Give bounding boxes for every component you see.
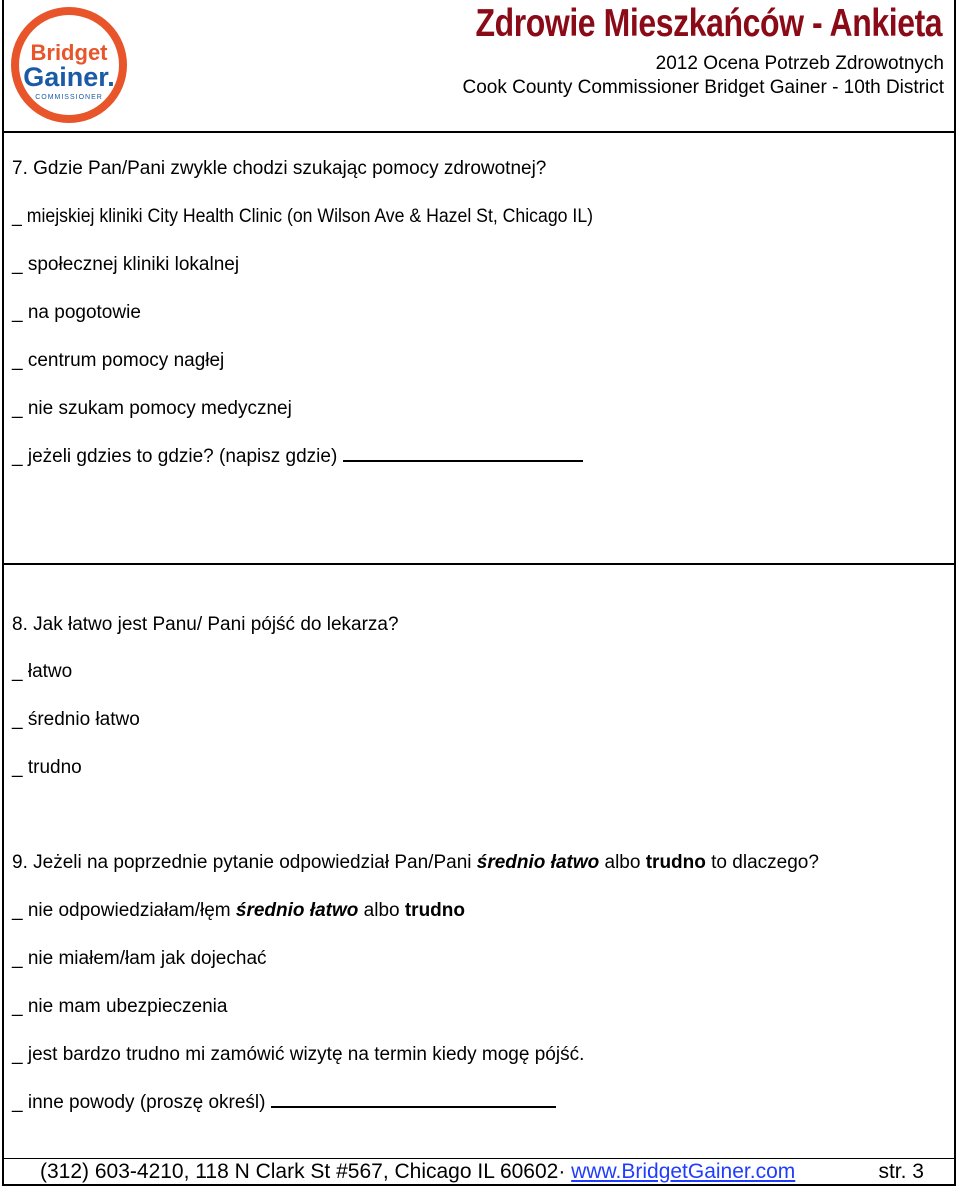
- q8-question: 8. Jak łatwo jest Panu/ Pani pójść do lekarza?: [12, 614, 399, 635]
- q9-opt1-bold: trudno: [404, 900, 466, 921]
- q9-question-emphasis: średnio łatwo: [476, 852, 600, 873]
- survey-subtitle: 2012 Ocena Potrzeb Zdrowotnych: [655, 53, 944, 74]
- q9-opt1-prefix: _ nie odpowiedziałam/łęm: [12, 900, 236, 921]
- q8-option-medium[interactable]: _ średnio łatwo: [12, 709, 140, 730]
- survey-district: Cook County Commissioner Bridget Gainer - 10th District: [462, 77, 944, 98]
- q7-question: 7. Gdzie Pan/Pani zwykle chodzi szukając pomocy zdrowotnej?: [12, 158, 547, 179]
- logo-surname: Gainer.: [23, 62, 115, 92]
- q9-question-mid: albo: [599, 852, 646, 873]
- q8-option-hard[interactable]: _ trudno: [12, 757, 82, 778]
- q9-option-no-transport[interactable]: _ nie miałem/łam jak dojechać: [12, 948, 267, 969]
- q9-question-suffix: to dlaczego?: [705, 852, 819, 873]
- footer-website-link[interactable]: www.BridgetGainer.com: [571, 1160, 796, 1183]
- q7-option-emergency[interactable]: _ na pogotowie: [12, 302, 141, 323]
- logo-name: Bridget: [30, 40, 108, 65]
- q9-opt1-mid: albo: [358, 900, 405, 921]
- section-divider: [2, 563, 956, 565]
- q7-option-other-label: _ jeżeli gdzies to gdzie? (napisz gdzie): [12, 446, 338, 467]
- q9-option-no-insurance[interactable]: _ nie mam ubezpieczenia: [12, 996, 228, 1017]
- q7-option-urgent-care[interactable]: _ centrum pomocy nagłej: [12, 350, 225, 371]
- header-divider: [2, 131, 956, 133]
- q7-option-community-clinic[interactable]: _ społecznej kliniki lokalnej: [12, 254, 240, 275]
- q9-option-other-label: _ inne powody (proszę określ): [12, 1092, 266, 1113]
- survey-title: Zdrowie Mieszkańców - Ankieta: [475, 2, 942, 45]
- q9-other-input[interactable]: [271, 1092, 556, 1108]
- logo-role: COMMISSIONER: [35, 94, 103, 101]
- q9-question: [12, 852, 819, 874]
- bridget-gainer-logo: [8, 4, 130, 126]
- q9-option-hard-appointment[interactable]: _ jest bardzo trudno mi zamówić wizytę na termin kiedy mogę pójść.: [12, 1044, 585, 1065]
- page-number: str. 3: [878, 1160, 924, 1183]
- q7-option-other[interactable]: [12, 446, 583, 468]
- footer-address: (312) 603-4210, 118 N Clark St #567, Chicago IL 60602·: [40, 1160, 572, 1183]
- q9-option-not-applicable[interactable]: [12, 900, 465, 922]
- q7-option-city-clinic[interactable]: [12, 206, 637, 228]
- q7-option-no-care[interactable]: _ nie szukam pomocy medycznej: [12, 398, 292, 419]
- q7-option-label: _ miejskiej kliniki City Health Clinic (on Wilson Ave & Hazel St, Chicago IL): [12, 206, 594, 227]
- footer-contact: [40, 1160, 795, 1184]
- q8-option-easy[interactable]: _ łatwo: [12, 661, 73, 682]
- footer-divider: [2, 1158, 956, 1159]
- q7-other-input[interactable]: [343, 446, 583, 462]
- q9-question-bold: trudno: [645, 852, 706, 873]
- q9-option-other[interactable]: [12, 1092, 556, 1114]
- q9-question-prefix: 9. Jeżeli na poprzednie pytanie odpowiedział Pan/Pani: [12, 852, 477, 873]
- q9-opt1-emphasis: średnio łatwo: [235, 900, 359, 921]
